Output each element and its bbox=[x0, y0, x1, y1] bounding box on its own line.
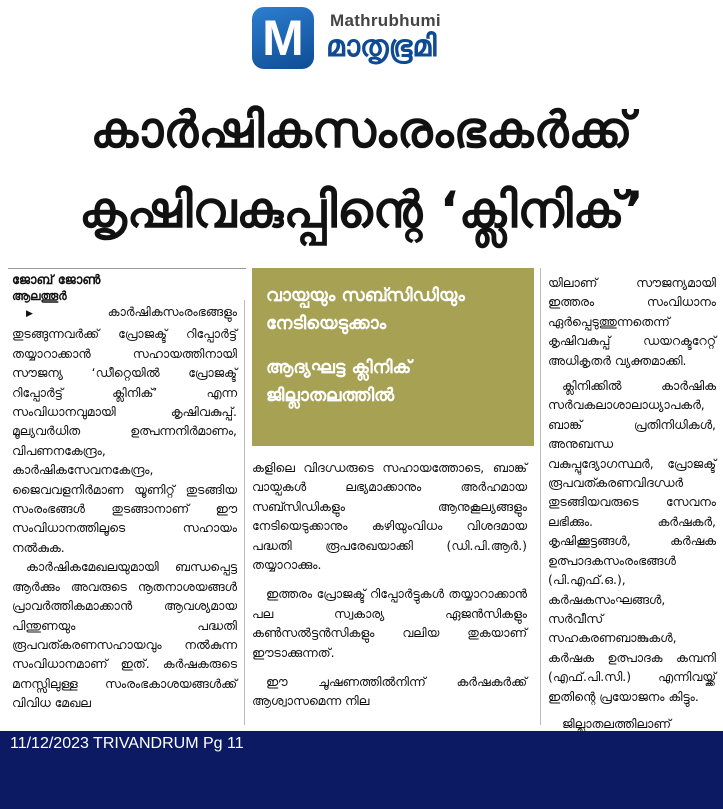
highlight-line-1: വായ്പയും സബ്സിഡിയും നേടിയെടുക്കാം bbox=[266, 285, 465, 334]
logo-name-malayalam: മാതൃഭൂമി bbox=[326, 29, 437, 64]
column-divider bbox=[540, 268, 541, 725]
article-paragraph: ▶ കാർഷികസംരംഭങ്ങളും തുടങ്ങുന്നവർക്ക് പ്രോജക്ട് റിപ്പോർട്ട് തയ്യാറാക്കാൻ സഹായത്തിനായി സൗജന്യ ‘ഡീറ്റെയിൽ പ്രോജക്ട് റിപ്പോർട്ട് ക്ലിനിക്’ എന്ന സംവിധാനവുമായി കൃഷിവകുപ്പ്. മൂല്യവർധിത ഉത്പന്നനിർമാണം, വിപണനകേന്ദ്രം, കാർഷികസേവനകേന്ദ്രം, ജൈവവളനിർമാണ യൂണിറ്റ് തുടങ്ങിയ സംരംഭങ്ങൾ തുടങ്ങാനാണ് ഈ സംവിധാനത്തിലൂടെ സഹായം നൽകുക. bbox=[12, 304, 237, 555]
article-paragraph: കളിലെ വിദഗ്ധരുടെ സഹായത്തോടെ, ബാങ്ക് വായ്പകൾ ലഭ്യമാക്കാനും അർഹമായ സബ്സിഡികളും ആനുകൂല്യങ്ങളും നേടിയെടുക്കാനും കഴിയുംവിധം വിശദമായ പദ്ധതി രൂപരേഖയാക്കി (ഡി.പി.ആർ.) തയ്യാറാക്കും. bbox=[252, 460, 527, 573]
logo-badge: M bbox=[252, 7, 314, 69]
article-paragraph: കാർഷികമേഖലയുമായി ബന്ധപ്പെട്ട ആർക്കും അവരുടെ നൂതനാശയങ്ങൾ പ്രാവർത്തികമാക്കാൻ ആവശ്യമായ പിന്തുണയും പദ്ധതി രൂപവത്കരണസഹായവും നൽകുന്ന സംവിധാനമാണ് ഇത്. കർഷകരുടെ മനസ്സിലുള്ള സംരംഭകാശയങ്ങൾക്ക് വിവിധ മേഖല bbox=[12, 559, 237, 711]
masthead-logo bbox=[252, 5, 502, 75]
byline bbox=[12, 273, 237, 304]
paragraph-marker-icon: ▶ bbox=[26, 309, 104, 319]
footer-bar bbox=[0, 731, 723, 809]
headline-line-2: കൃഷിവകുപ്പിന്റെ ‘ക്ലിനിക്’ bbox=[79, 181, 644, 239]
article-paragraph: ക്ലിനിക്കിൽ കാർഷിക സർവകലാശാലാധ്യാപകർ, ബാങ്ക് പ്രതിനിധികൾ, അനുബന്ധ വകുപ്പുദ്യോഗസ്ഥർ, പ്രോജക്ട് രൂപവത്കരണവിദഗ്ധർ തുടങ്ങിയവരുടെ സേവനം ലഭിക്കും. കർഷകർ, കൃഷിക്കൂട്ടങ്ങൾ, കർഷക ഉത്പാദകസംരംഭങ്ങൾ (പി.എഫ്.ഒ.), കർഷകസംഘങ്ങൾ, സർവീസ് സഹകരണബാങ്കുകൾ, കർഷക ഉത്പാദക കമ്പനി (എഫ്.പി.സി.) എന്നിവയ്ക്ക് ഇതിന്റെ പ്രയോജനം കിട്ടും. bbox=[548, 378, 716, 704]
highlight-line-2: ആദ്യഘട്ട ക്ലിനിക് ജില്ലാതലത്തിൽ bbox=[266, 357, 412, 406]
byline-divider bbox=[8, 268, 246, 269]
footer-edition-info: 11/12/2023 TRIVANDRUM Pg 11 bbox=[10, 735, 244, 752]
headline-line-1: കാർഷികസംരംഭകർക്ക് bbox=[90, 101, 633, 159]
highlight-box bbox=[252, 268, 534, 446]
article-column-3 bbox=[548, 273, 716, 731]
logo-name-english: Mathrubhumi bbox=[330, 11, 441, 30]
article-paragraph: യിലാണ് സൗജന്യമായി ഇത്തരം സംവിധാനം ഏർപ്പെടുത്തുന്നതെന്ന് കൃഷിവകുപ്പ് ഡയറക്ടറേറ്റ് അധികൃതർ വ്യക്തമാക്കി. bbox=[548, 275, 716, 368]
byline-author: ജോബ് ജോൺ bbox=[12, 273, 101, 288]
article-paragraph: ഈ ചൂഷണത്തിൽനിന്ന് കർഷകർക്ക് ആശ്വാസമെന്ന നില bbox=[252, 674, 527, 709]
article-column-1 bbox=[12, 302, 237, 722]
column-divider bbox=[244, 300, 245, 725]
article-paragraph: ജില്ലാതലത്തിലാണ് bbox=[562, 715, 671, 731]
byline-place: ആലത്തൂർ bbox=[12, 289, 67, 303]
article-column-2 bbox=[252, 458, 527, 726]
article-paragraph: ഇത്തരം പ്രോജക്ട് റിപ്പോർട്ടുകൾ തയ്യാറാക്കാൻ പല സ്വകാര്യ ഏജൻസികളും കൺസൽട്ടൻസികളും വലിയ തുകയാണ് ഈടാക്കുന്നത്. bbox=[252, 586, 527, 660]
headline bbox=[8, 90, 715, 250]
